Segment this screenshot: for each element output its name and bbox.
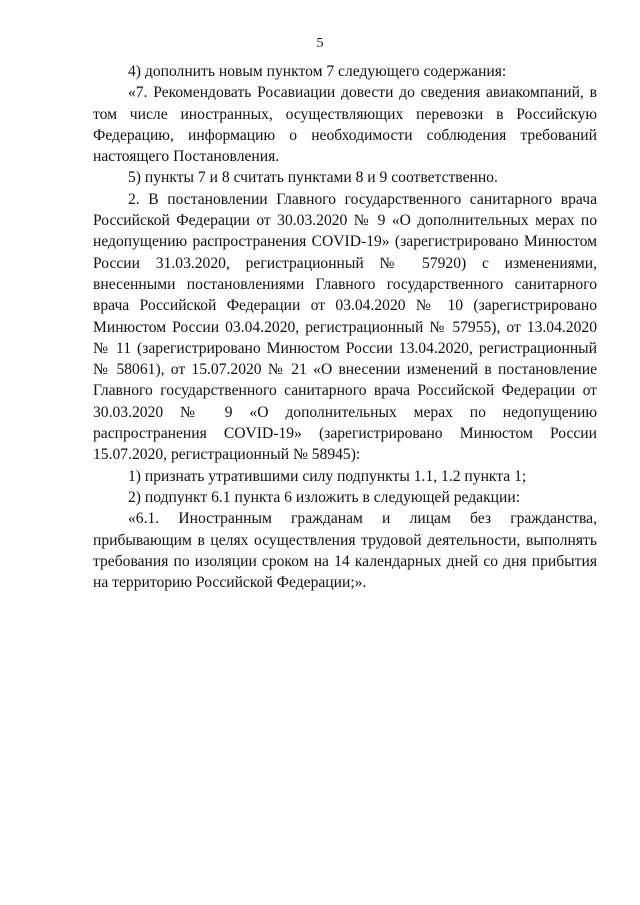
paragraph-item-4: 4) дополнить новым пунктом 7 следующего содержания: <box>128 63 507 80</box>
paragraph-item-5: 5) пункты 7 и 8 считать пунктами 8 и 9 соответственно. <box>128 169 498 187</box>
paragraph-new-point-7: «7. Рекомендовать Росавиации довести до сведения авиакомпаний, в том числе иностранных, осуществляющих перевозки в Российскую Федерацию, информацию о необходимости соблюдения требований настоящего Постановления. <box>93 84 597 166</box>
paragraph-subitem-1: 1) признать утратившими силу подпункты 1.1, 1.2 пункта 1; <box>128 467 527 485</box>
paragraph-point-6-1: «6.1. Иностранным гражданам и лицам без гражданства, прибывающим в целях осуществления трудовой деятельности, выполнять требования по изоляции сроком на 14 календарных дней со дня прибытия на территорию Российской Федерации;». <box>93 510 597 592</box>
document-body <box>93 61 597 593</box>
paragraph-subitem-2: 2) подпункт 6.1 пункта 6 изложить в следующей редакции: <box>128 488 521 506</box>
page-number: 5 <box>316 36 324 51</box>
paragraph-section-2: 2. В постановлении Главного государственного санитарного врача Российской Федерации от 30.03.2020 № 9 «О дополнительных мерах по недопущению распространения COVID-19» (зарегистрировано Минюстом России 31.03.2020, регистрационный № 57920) с изменениями, внесенными постановлениями Главного государственного санитарного врача Российской Федерации от 03.04.2020 № 10 (зарегистрировано Минюстом России 03.04.2020, регистрационный № 57955), от 13.04.2020 № 11 (зарегистрировано Минюстом России 13.04.2020, регистрационный № 58061), от 15.07.2020 № 21 «О внесении изменений в постановление Главного государственного санитарного врача Российской Федерации от 30.03.2020 № 9 «О дополнительных мерах по недопущению распространения COVID-19» (зарегистрировано Минюстом России 15.07.2020, регистрационный № 58945): <box>93 190 597 464</box>
